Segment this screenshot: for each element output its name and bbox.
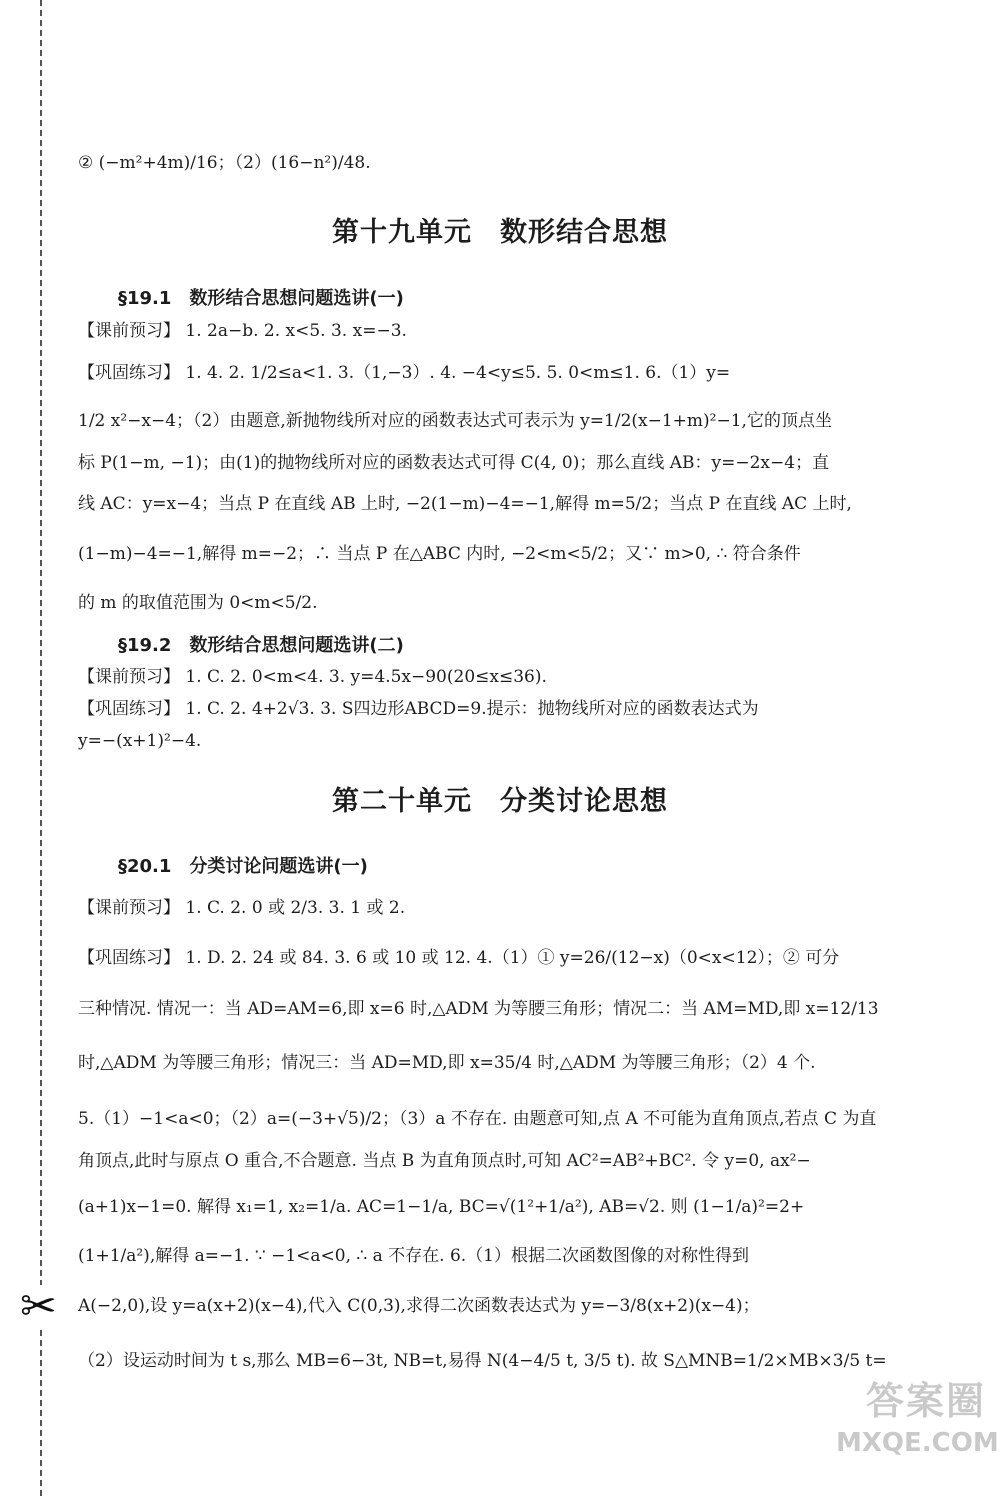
text-line: （2）设运动时间为 t s,那么 MB=6−3t, NB=t,易得 N(4−4/5 t, 3/5 t). 故 S△MNB=1/2×MB×3/5 t= — [78, 1351, 887, 1371]
text-line: 【巩固练习】 1. D. 2. 24 或 84. 3. 6 或 10 或 12. 4.（1）① y=26/(12−x)（0<x<12）；② 可分 — [78, 948, 840, 968]
text-line: 【巩固练习】 1. 4. 2. 1/2≤a<1. 3.（1,−3）. 4. −4<y≤5. 5. 0<m≤1. 6.（1）y= — [78, 363, 731, 383]
watermark-site: MXQE.COM — [836, 1428, 999, 1458]
unit-heading: 第十九单元 数形结合思想 — [332, 217, 668, 248]
text-line: 【课前预习】 1. C. 2. 0 或 2/3. 3. 1 或 2. — [78, 898, 406, 918]
text-line: A(−2,0),设 y=a(x+2)(x−4),代入 C(0,3),求得二次函数表达式为 y=−3/8(x+2)(x−4)； — [78, 1296, 760, 1316]
text-line: 的 m 的取值范围为 0<m<5/2. — [78, 593, 318, 613]
text-line: (1−m)−4=−1,解得 m=−2；∴ 当点 P 在△ABC 内时, −2<m<5/2；又∵ m>0, ∴ 符合条件 — [78, 544, 801, 564]
section-heading: §19.1 数形结合思想问题选讲(一) — [118, 288, 404, 309]
watermark-text: 答案圈 — [865, 1379, 986, 1423]
text-line: 【巩固练习】 1. C. 2. 4+2√3. 3. S四边形ABCD=9.提示：抛物线所对应的函数表达式为 — [78, 699, 759, 719]
unit-heading: 第二十单元 分类讨论思想 — [332, 786, 668, 817]
text-line: ② (−m²+4m)/16；（2）(16−n²)/48. — [78, 153, 371, 173]
text-line: 时,△ADM 为等腰三角形；情况三：当 AD=MD,即 x=35/4 时,△ADM 为等腰三角形；（2）4 个. — [78, 1053, 816, 1073]
text-line: 标 P(1−m, −1)；由(1)的抛物线所对应的函数表达式可得 C(4, 0)；那么直线 AB：y=−2x−4；直 — [78, 453, 830, 473]
text-line: 角顶点,此时与原点 O 重合,不合题意. 当点 B 为直角顶点时,可知 AC²=AB²+BC². 令 y=0, ax²− — [78, 1151, 811, 1171]
text-line: 5.（1）−1<a<0；（2）a=(−3+√5)/2；（3）a 不存在. 由题意可知,点 A 不可能为直角顶点,若点 C 为直 — [78, 1109, 877, 1129]
watermark-logo — [836, 1376, 999, 1486]
text-line: (1+1/a²),解得 a=−1. ∵ −1<a<0, ∴ a 不存在. 6.（1）根据二次函数图像的对称性得到 — [78, 1246, 750, 1266]
text-line: 【课前预习】 1. 2a−b. 2. x<5. 3. x=−3. — [78, 321, 407, 341]
text-line: 线 AC：y=x−4；当点 P 在直线 AB 上时, −2(1−m)−4=−1,解得 m=5/2；当点 P 在直线 AC 上时, — [78, 494, 852, 514]
text-line: y=−(x+1)²−4. — [78, 731, 202, 751]
text-line: (a+1)x−1=0. 解得 x₁=1, x₂=1/a. AC=1−1/a, BC=√(1²+1/a²), AB=√2. 则 (1−1/a)²=2+ — [78, 1197, 805, 1217]
text-line: 1/2 x²−x−4；（2）由题意,新抛物线所对应的函数表达式可表示为 y=1/2(x−1+m)²−1,它的顶点坐 — [78, 411, 832, 431]
section-heading: §20.1 分类讨论问题选讲(一) — [118, 856, 368, 877]
text-line: 三种情况. 情况一：当 AD=AM=6,即 x=6 时,△ADM 为等腰三角形；情况二：当 AM=MD,即 x=12/13 — [78, 999, 879, 1019]
scissors-icon: ✂ — [20, 1281, 57, 1332]
text-line: 【课前预习】 1. C. 2. 0<m<4. 3. y=4.5x−90(20≤x≤36). — [78, 667, 547, 687]
section-heading: §19.2 数形结合思想问题选讲(二) — [118, 635, 404, 656]
